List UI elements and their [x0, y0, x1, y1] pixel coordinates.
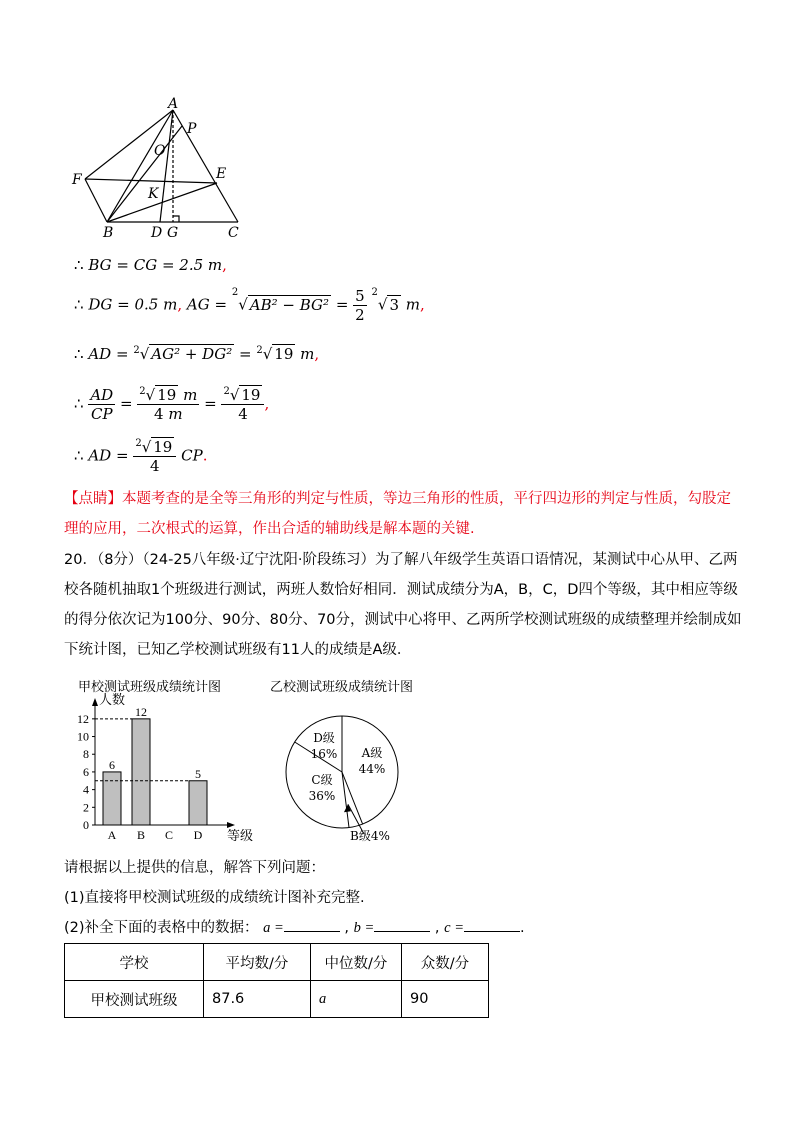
y-tick-label: 2 [83, 800, 89, 815]
pie-slice-value: 16% [310, 747, 338, 761]
x-tick-label: B [136, 828, 146, 842]
point-label-A: A [168, 96, 179, 112]
step-4: ∴ $\frac{AD}{CP}$ = $\frac{^2√ 19 m}{4 m}$ = $\frac{^2√ 19}{4}$ , [74, 386, 270, 423]
table-cell: 87.6 [204, 981, 311, 1018]
blank-b[interactable] [374, 917, 430, 932]
pie-chart [280, 712, 430, 842]
point-label-F: F [72, 172, 82, 188]
segment-BP [107, 126, 182, 222]
y-tick-label: 0 [83, 818, 89, 832]
table-header-cell: 众数/分 [402, 944, 489, 981]
after-charts-text: 请根据以上提供的信息，解答下列问题： [64, 860, 325, 876]
table-cell: 甲校测试班级 [65, 981, 204, 1018]
segment-AB [107, 110, 173, 222]
x-tick-label: A [107, 828, 117, 842]
segment-FB [85, 179, 107, 222]
y-tick-label: 12 [77, 711, 89, 726]
blank-c[interactable] [464, 917, 520, 932]
bar-data-label: 6 [109, 757, 115, 772]
y-axis-arrow [92, 698, 98, 706]
point-label-O: O [154, 143, 166, 159]
bar-chart [55, 690, 265, 850]
point-label-B: B [103, 225, 114, 241]
x-tick-label: C [164, 828, 174, 842]
table-header-cell: 学校 [65, 944, 204, 981]
bar-data-label: 5 [195, 766, 201, 781]
table-header-cell: 中位数/分 [311, 944, 402, 981]
bar-D [189, 781, 207, 825]
pie-slice-label: A级 [361, 746, 383, 760]
step-3: ∴ AD = $^2$√ AG² + DG² = $^2$√ 19 m, [74, 345, 320, 363]
geometry-figure [60, 90, 260, 245]
x-axis-arrow [227, 822, 235, 828]
table-header-cell: 平均数/分 [204, 944, 311, 981]
pie-slice-value: 44% [358, 762, 386, 776]
bar-data-label: 12 [135, 704, 147, 719]
step-2: ∴ DG = 0.5 m, AG = $^2$√ AB² − BG² = $\frac{5}{2}$ $^2$√ 3 m, [74, 287, 425, 324]
pie-slice-value: 36% [308, 789, 336, 803]
problem-20-text: 20．（8分）（24-25八年级·辽宁沈阳·阶段练习）为了解八年级学生英语口语情况，某测试中心从甲、乙两校各随机抽取1个班级进行测试，两班人数恰好相同．测试成绩分为A，B，C，D四个等级，其中相应等级的得分依次记为100分、90分、80分、70分，测试中心将甲、乙两所学校测试班级的成绩整理并绘制成如下统计图，已知乙学校测试班级有11人的成绩是A级． [64, 552, 742, 658]
score-table [64, 943, 489, 1018]
y-tick-label: 6 [83, 764, 89, 779]
point-label-P: P [187, 121, 197, 137]
step-1: ∴ BG = CG = 2.5 m, [74, 256, 227, 274]
x-tick-label: D [193, 828, 203, 842]
segment-AD [160, 110, 173, 222]
pie-chart-title: 乙校测试班级成绩统计图 [270, 680, 414, 695]
pie-slice-label: B级4% [350, 829, 390, 842]
question-2: (2)补全下面的表格中的数据： a = , b = , c = . [64, 916, 525, 937]
y-axis-label: 人数 [99, 693, 126, 708]
bar-B [132, 719, 150, 825]
comment-paragraph: 【点睛】本题考查的是全等三角形的判定与性质，等边三角形的性质，平行四边形的判定与性质，勾股定理的应用，二次根式的运算，作出合适的辅助线是解本题的关键. [64, 491, 731, 537]
point-label-D: D [151, 225, 163, 241]
bar-chart-title: 甲校测试班级成绩统计图 [78, 680, 222, 695]
y-tick-label: 10 [77, 729, 89, 744]
table-cell: a [311, 981, 402, 1018]
x-axis-label: 等级 [227, 829, 254, 844]
bar-A [103, 772, 121, 825]
step-5: ∴ AD = $\frac{^2√ 19}{4}$ CP. [74, 438, 208, 475]
point-label-C: C [228, 225, 239, 241]
pie-slice-label: D级 [313, 731, 335, 745]
question-1: (1)直接将甲校测试班级的成绩统计图补充完整. [64, 890, 365, 906]
blank-a[interactable] [284, 917, 340, 932]
point-label-G: G [167, 225, 179, 241]
point-label-K: K [148, 186, 159, 202]
y-tick-label: 4 [83, 782, 89, 797]
table-cell: 90 [402, 981, 489, 1018]
segment-FE [85, 179, 217, 183]
table-row [65, 981, 489, 1018]
point-label-E: E [216, 166, 227, 182]
right-angle-mark [173, 216, 179, 222]
y-tick-label: 8 [83, 747, 89, 762]
pie-slice-label: C级 [311, 773, 333, 787]
segment-AC [173, 110, 238, 222]
table-header-row [65, 944, 489, 981]
